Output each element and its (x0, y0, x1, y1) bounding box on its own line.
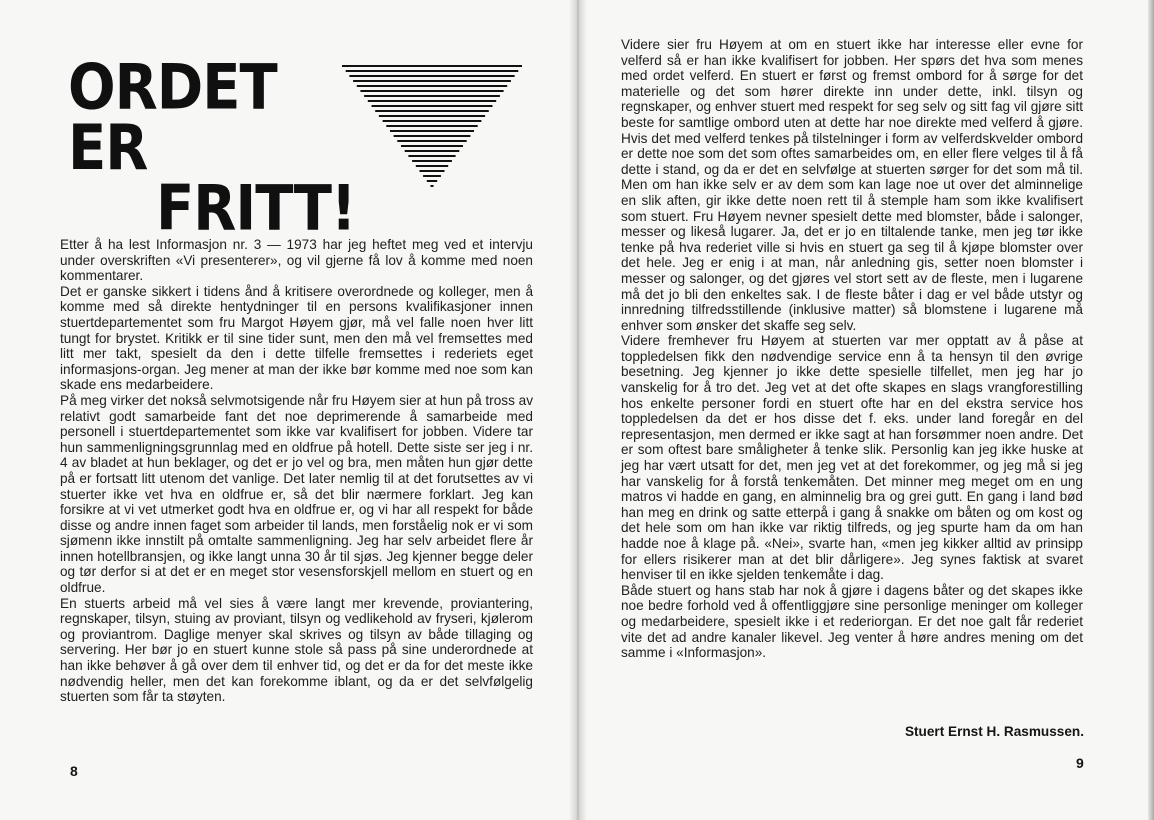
paragraph: Det er ganske sikkert i tidens ånd å kritisere overordnede og kolleger, men å komme med så direkte hentydninger til en persons kvalifikasjoner innen stuertdepartementet som fru Margot Høyem gjør, må vel falle noen hver litt tungt for brystet. Kritikk er til sine tider sunt, men den må vel fremsettes med litt mer takt, spesielt da den i dette tilfelle fremsettes i rederiets eget informasjons-organ. Jeg mener at man der ikke bør komme med noe som kan skade ens medarbeidere. (60, 283, 533, 393)
author-signature: Stuert Ernst H. Rasmussen. (904, 724, 1084, 739)
right-page-body (621, 37, 1083, 661)
paragraph: På meg virker det nokså selvmotsigende når fru Høyem sier at hun på tross av relativt godt samarbeide fant det noe deprimerende å samarbeide med personell i stuertdepartementet som ikke var kvalifisert for jobben. Videre tar hun sammenligningsgrunnlag med en oldfrue på hotell. Dette siste ser jeg i nr. 4 av bladet at hun beklager, og det er jo vel og bra, men måten hun gjør dette på er fortsatt litt utenom det vanlige. Det later nemlig til at det forutsettes av vi stuerter ikke vet hva en oldfrue er, så det blir nærmere forklart. Jeg kan forsikre at vi vet utmerket godt hva en oldfrue er, og vi har all respekt for både disse og andre innen faget som arbeider til lands, men forståelig nok er vi som sjømenn ikke innstilt på omtalte sammenligning. Jeg har selv arbeidet flere år innen hotellbransjen, og ikke langt unna 30 år til sjøs. Jeg kjenner begge deler og tør derfor si at det er en meget stor vesensforskjell mellom en stuert og en oldfrue. (60, 392, 533, 596)
paragraph: Etter å ha lest Informasjon nr. 3 — 1973 har jeg heftet meg ved et intervju under overskriften «Vi presenterer», og vil gjerne få lov å komme med noen kommentarer. (60, 237, 533, 284)
paragraph: En stuerts arbeid må vel sies å være langt mer krevende, proviantering, regnskaper, tilsyn, stuing av proviant, tilsyn og vedlikehold av fryseri, kjølerom og proviantrom. Daglige menyer skal skrives og tilsyn av både tillaging og servering. Her bør jo en stuert kunne stole så pass på sine underordnede at han ikke behøver å gå over dem til enhver tid, og det er da for det meste ikke nødvendig heller, men det kan forekomme iblant, og da er det selvfølgelig stuerten som får ta støyten. (60, 595, 533, 705)
page-number-left: 8 (70, 763, 78, 779)
paragraph: Videre fremhever fru Høyem at stuerten var mer opptatt av å påse at toppledelsen fikk den nødvendige service enn å ta hensyn til den øvrige besetning. Jeg kjenner jo ikke dette spesielle tilfellet, men jeg har jo vanskelig for å tro det. Jeg vet at det ofte skapes en slags vrangforestilling hos enkelte personer fordi en stuert ofte har en del ekstra service hos toppledelsen da det er hos disse det f. eks. under land foregår en del representasjon, men dermed er ikke sagt at han forsømmer noen andre. Det er som oftest bare småligheter å tenke slik. Personlig kan jeg ikke huske at jeg har vært utsatt for det, men jeg vet at det forekommer, og jeg må si jeg har vanskelig for å forstå tenkemåten. Det minner meg meget om en ung matros vi hadde en gang, en alminnelig bra og grei gutt. En gang i land bød han meg en drink og satte etterpå i gang å snakke om båten og om kost og det hele som om han ikke var riktig tilfreds, og jeg spurte ham da om han hadde noe å klage på. «Nei», svarte han, «men jeg kikker alltid av prinsipp for ellers risikerer man at det blir dårligere». Jeg synes faktisk at svaret henviser til en ikke sjelden tenkemåte i dag. (621, 333, 1083, 583)
paragraph: Både stuert og hans stab har nok å gjøre i dagens båter og det skapes ikke noe bedre forhold ved å offentliggjøre sine personlige meninger om kolleger og medarbeidere, spesielt ikke i et rederiorgan. Er det noe galt får rederiet vite det ad andre kanaler likevel. Jeg venter å høre andres mening om det samme i «Informasjon». (621, 582, 1083, 661)
paragraph: Videre sier fru Høyem at om en stuert ikke har interesse eller evne for velferd så er han ikke kvalifisert for jobben. Her spørs det hva som menes med ordet velferd. En stuert er først og fremst ombord for å sørge for det materielle og det som hører direkte inn under dette, inkl. tilsyn og regnskaper, og enhver stuert med respekt for seg selv og sitt fag vil gjøre sitt beste for samtlige ombord uten at dette har noe direkte med velferd å gjøre. Hvis det med velferd tenkes på tilstelninger i form av velferdskvelder ombord er dette noe som det som oftes samarbeides om, en eller flere velges til å få dette i stand, og da er det en selvfølge at stuerten sørger for det som må til. Men om han ikke selv er av dem som kan lage noe ut over det alminnelige en slik aften, gir ikke dette noen rett til å stemple ham som ikke kvalifisert som stuert. Fru Høyem nevner spesielt dette med blomster, både i salonger, messer og likeså lugarer. Ja, det er jo en tiltalende tanke, men jeg tør ikke tenke på hva rederiet ville si hvis en stuert ga seg til å kjøpe blomster over det hele. Jeg er enig i at man, når anledning gis, setter noen blomster i messer og salonger, og det gjøres vel stort sett av de fleste, men i lugarene må det jo bli den enkeltes sak. I de fleste båter i dag er vel både utstyr og innredning tilfredsstillende (inklusive matter) så blomstene i lugarene må enhver som ønsker det skaffe seg selv. (621, 37, 1083, 333)
left-page-body (60, 237, 533, 705)
title-line-1: ORDET ER (68, 51, 277, 185)
article-title (68, 51, 356, 246)
page-number-right: 9 (1076, 755, 1084, 771)
striped-triangle-graphic (326, 62, 538, 192)
book-gutter (569, 0, 587, 820)
page-edge (1148, 0, 1154, 820)
title-line-2: FRITT! (156, 172, 356, 246)
